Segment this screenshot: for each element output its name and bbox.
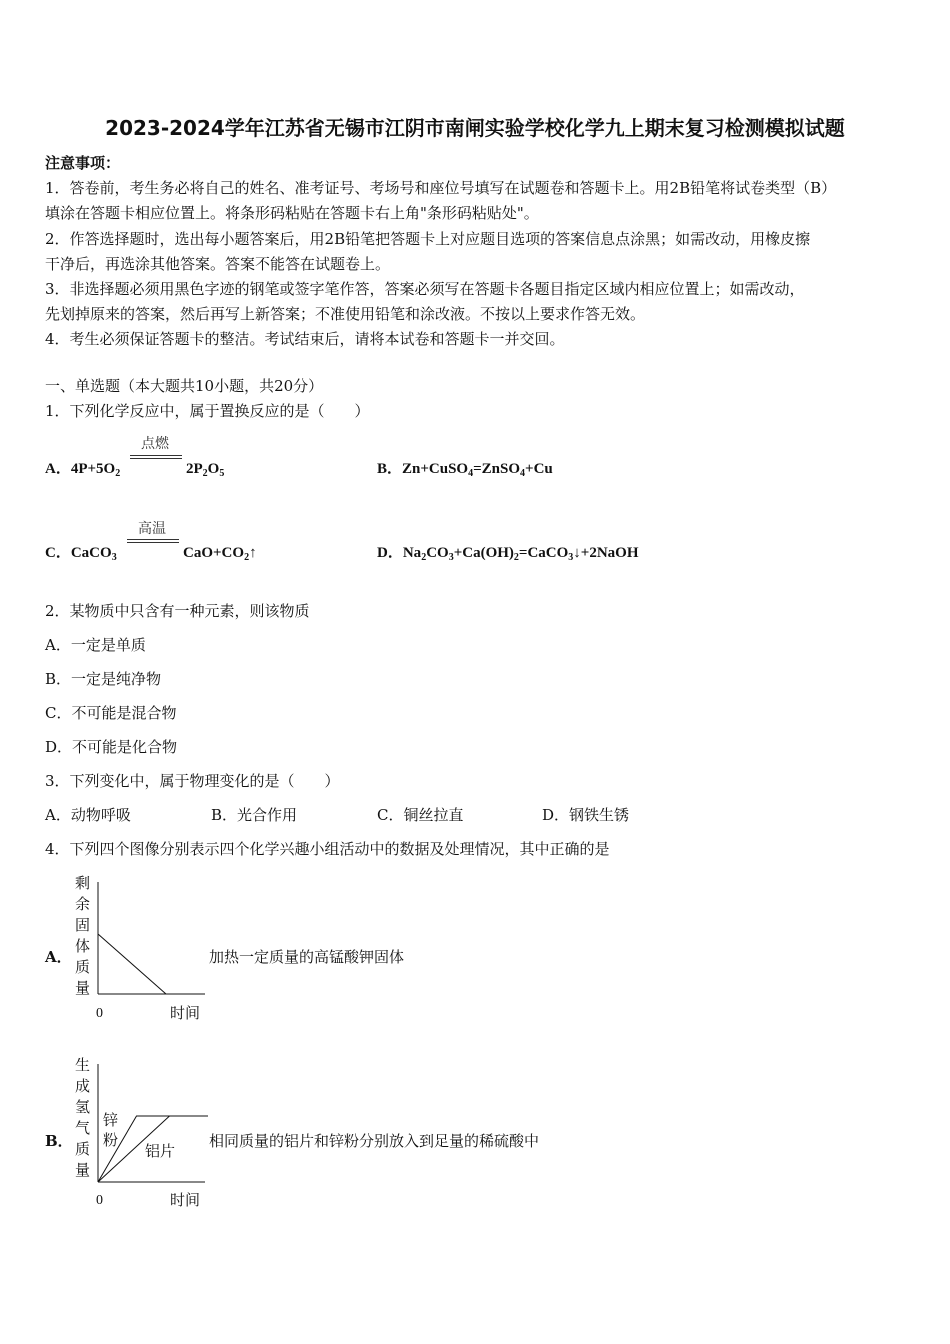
chart-b-ylabel [75, 1056, 90, 1179]
q2-option-b: B．一定是纯净物 [45, 670, 162, 688]
y-axis-label-char: 量 [75, 1161, 91, 1179]
q1-option-a: A．$4P+5O_2$ [45, 461, 121, 479]
reaction-condition: 高温 [138, 521, 166, 537]
origin-label: 0 [96, 1193, 103, 1208]
q2-option-c: C．不可能是混合物 [45, 704, 177, 722]
chart-a-series-line [98, 934, 166, 994]
notice-line: 干净后，再选涂其他答案。答案不能答在试题卷上。 [45, 255, 391, 273]
page-title: 2023-2024学年江苏省无锡市江阴市南闸实验学校化学九上期末复习检测模拟试题 [105, 116, 845, 140]
q1-option-c: C．CaCO$_3$ [45, 545, 117, 563]
reaction-condition: 点燃 [141, 436, 169, 452]
y-axis-label-char: 气 [75, 1119, 91, 1137]
x-axis-label: 时间 [170, 1004, 201, 1022]
notice-line: 填涂在答题卡相应位置上。将条形码粘贴在答题卡右上角"条形码粘贴处"。 [45, 204, 539, 222]
notice-line: 4．考生必须保证答题卡的整洁。考试结束后，请将本试卷和答题卡一并交回。 [45, 330, 565, 348]
y-axis-label-char: 剩 [75, 874, 91, 892]
chart-a [65, 868, 215, 1028]
y-axis-label-char: 余 [75, 895, 91, 913]
notice-heading: 注意事项： [45, 154, 121, 172]
q2-option-d: D．不可能是化合物 [45, 738, 178, 756]
equals-bar [127, 542, 179, 543]
y-axis-label-char: 体 [75, 937, 91, 955]
y-axis-label-char: 成 [75, 1077, 91, 1095]
q3-stem: 3．下列变化中，属于物理变化的是（ ） [45, 772, 340, 790]
notice-line: 1．答卷前，考生务必将自己的姓名、准考证号、考场号和座位号填写在试题卷和答题卡上。用2B铅笔将试卷类型（B） [45, 179, 837, 197]
q1-c-product: $CaO+CO_2↑$ [183, 545, 257, 563]
notice-line: 2．作答选择题时，选出每小题答案后，用2B铅笔把答题卡上对应题目选项的答案信息点涂黑；如需改动，用橡皮擦 [45, 230, 811, 248]
series-label-zinc [103, 1111, 118, 1149]
y-axis-label-char: 氢 [75, 1098, 91, 1116]
y-axis-label-char: 固 [75, 916, 91, 934]
q4-b-desc: 相同质量的铝片和锌粉分别放入到足量的稀硫酸中 [209, 1132, 540, 1150]
q4-a-label: A． [45, 948, 72, 966]
equals-bar [127, 539, 179, 540]
y-axis-label-char: 质 [75, 1140, 91, 1158]
notice-line: 先划掉原来的答案，然后再写上新答案；不准使用铅笔和涂改液。不按以上要求作答无效。 [45, 305, 646, 323]
y-axis-label-char: 质 [75, 958, 91, 976]
chart-a-ylabel [75, 874, 90, 997]
section-heading: 一、单选题（本大题共10小题，共20分） [45, 377, 324, 395]
equals-bar [130, 455, 182, 456]
y-axis-label-char: 生 [75, 1056, 91, 1074]
q3-option-a: A．动物呼吸 [45, 806, 131, 824]
q1-stem: 1．下列化学反应中，属于置换反应的是（ ） [45, 402, 370, 420]
q3-option-b: B．光合作用 [211, 806, 298, 824]
series-label-char: 粉 [103, 1131, 119, 1149]
x-axis-label: 时间 [170, 1191, 201, 1209]
q2-option-a: A．一定是单质 [45, 636, 146, 654]
q2-stem: 2．某物质中只含有一种元素，则该物质 [45, 602, 310, 620]
q1-option-b: B．Zn+CuSO$_4$=ZnSO$_4$+Cu [377, 461, 553, 479]
equals-bar [130, 458, 182, 459]
notice-line: 3．非选择题必须用黑色字迹的钢笔或签字笔作答，答案必须写在答题卡各题目指定区域内相应位置上；如需改动， [45, 280, 805, 298]
origin-label: 0 [96, 1006, 103, 1021]
series-label-char: 锌 [103, 1111, 119, 1129]
q4-stem: 4．下列四个图像分别表示四个化学兴趣小组活动中的数据及处理情况，其中正确的是 [45, 840, 610, 858]
q3-option-d: D．钢铁生锈 [542, 806, 630, 824]
q1-option-d: D．$Na_2CO_3+Ca(OH)_2=CaCO_3↓+2NaOH$ [377, 545, 639, 563]
q3-option-c: C．铜丝拉直 [377, 806, 464, 824]
chart-b [65, 1052, 215, 1212]
y-axis-label-char: 量 [75, 979, 91, 997]
q1-a-product: $2P_2O_5$ [186, 461, 225, 479]
q4-b-label: B． [45, 1132, 73, 1150]
q4-a-desc: 加热一定质量的高锰酸钾固体 [209, 948, 405, 966]
series-label-aluminum: 铝片 [145, 1142, 176, 1160]
